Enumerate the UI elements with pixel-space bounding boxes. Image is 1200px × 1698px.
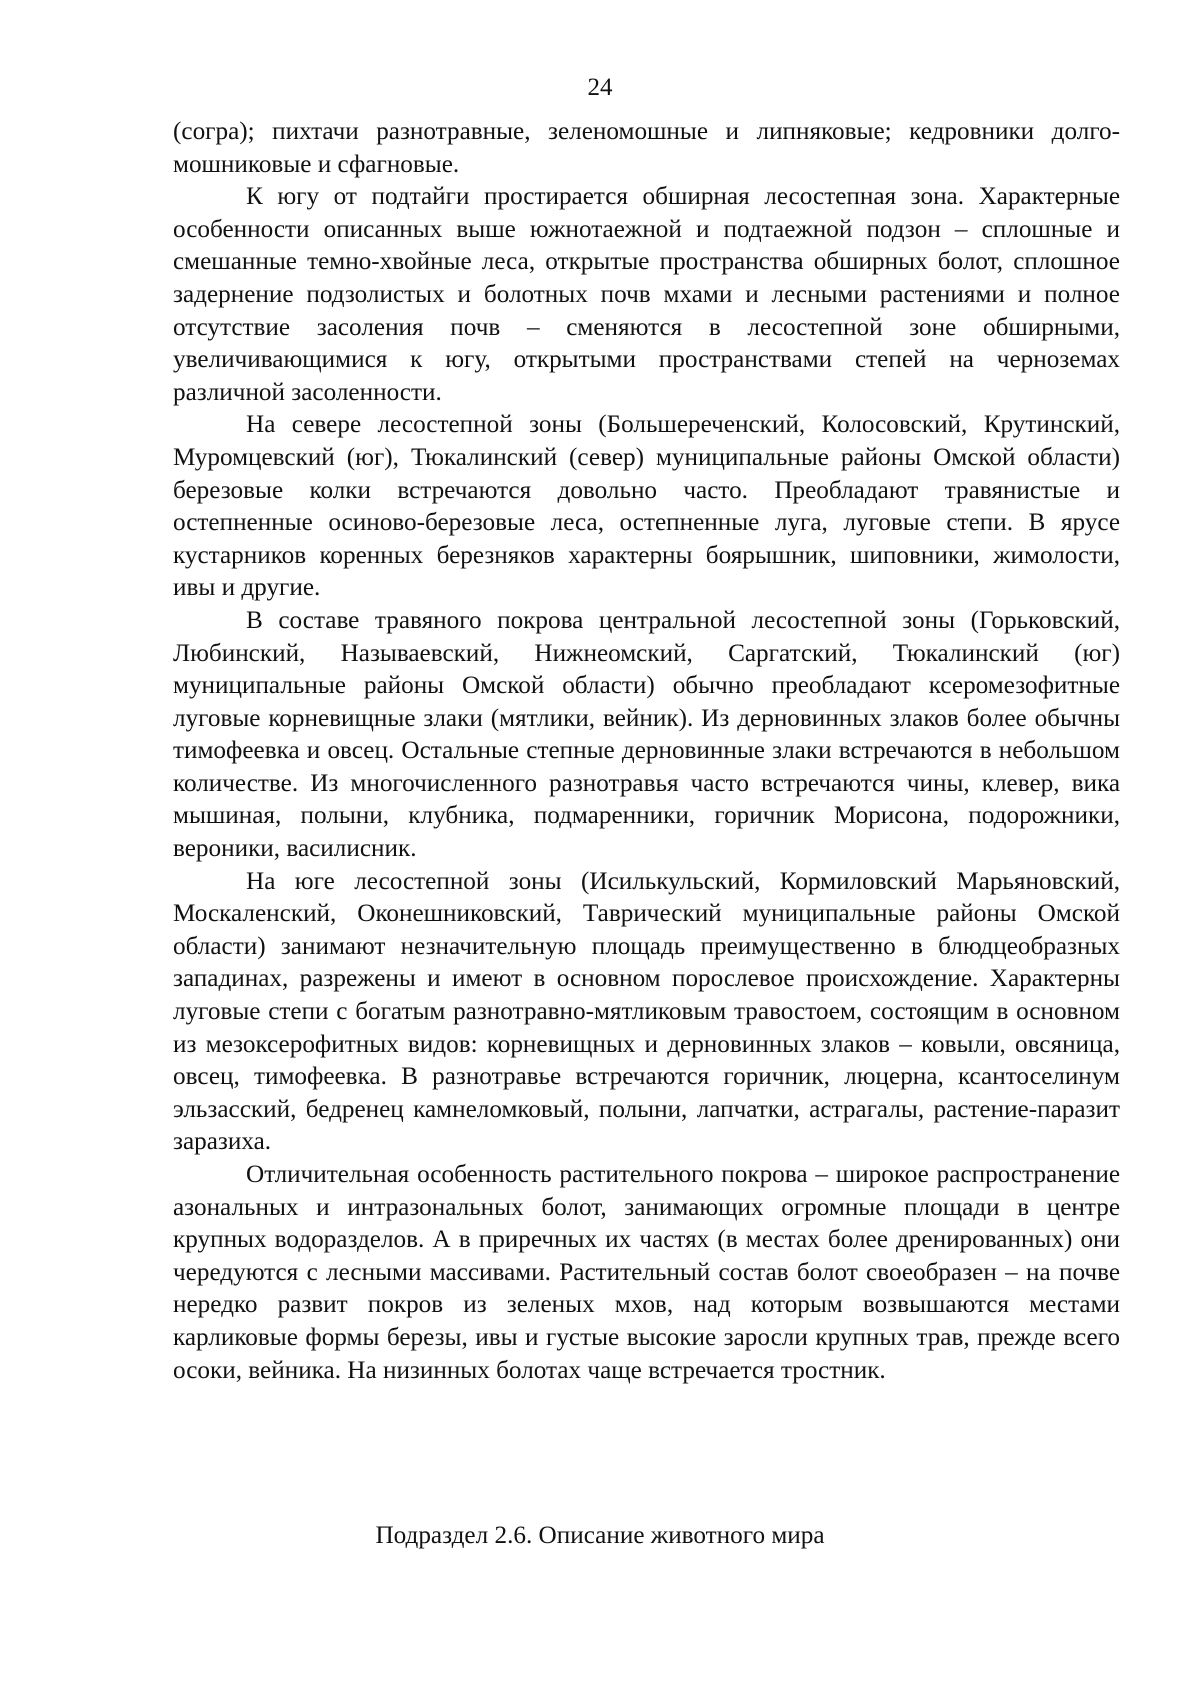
body-text xyxy=(173,116,1120,1387)
paragraph-central-forest-steppe: В составе травяного покрова центральной лесостепной зоны (Горьковский, Любинский, Называевский, Нижнеомский, Саргатский, Тюкалинский (юг) муниципальные районы Омской области) обычно преобладают ксеромезофитные луговые корневищные злаки (мятлики, вейник). Из дерновинных злаков более обычны тимофеевка и овсец. Остальные степные дерновинные злаки встречаются в небольшом количестве. Из многочисленного разнотравья часто встречаются чины, клевер, вика мышиная, полыни, клубника, подмаренники, горичник Морисона, подорожники, вероники, василисник. xyxy=(173,606,1120,863)
subsection-heading: Подраздел 2.6. Описание животного мира xyxy=(375,1522,825,1549)
paragraph-bogs: Отличительная особенность растительного покрова – широкое распространение азональных и интразональных болот, занимающих огромные площади в центре крупных водоразделов. А в приречных их частях (в местах более дренированных) они чередуются с лесными массивами. Растительный состав болот своеобразен – на почве нередко развит покров из зеленых мхов, над которым возвышаются местами карликовые формы березы, ивы и густые высокие заросли крупных трав, прежде всего осоки, вейника. На низинных болотах чаще встречается тростник. xyxy=(173,1161,1120,1384)
paragraph-forest-steppe-intro: К югу от подтайги простирается обширная лесостепная зона. Характерные особенности описанных выше южнотаежной и подтаежной подзон – сплошные и смешанные темно-хвойные леса, открытые пространства обширных болот, сплошное задернение подзолистых и болотных почв мхами и лесными растениями и полное отсутствие засоления почв – сменяются в лесостепной зоне обширными, увеличивающимися к югу, открытыми пространствами степей на черноземах различной засоленности. xyxy=(173,183,1120,406)
paragraph-north-forest-steppe: На севере лесостепной зоны (Большереченский, Колосовский, Крутинский, Муромцевский (юг), Тюкалинский (север) муниципальные районы Омской области) березовые колки встречаются довольно часто. Преобладают травянистые и остепненные осиново-березовые леса, остепненные луга, луговые степи. В ярусе кустарников коренных березняков характерны боярышник, шиповники, жимолости, ивы и другие. xyxy=(173,411,1120,602)
paragraph-south-forest-steppe: На юге лесостепной зоны (Исилькульский, Кормиловский Марьяновский, Москаленский, Оконешниковский, Таврический муниципальные районы Омской области) занимают незначительную площадь преимущественно в блюдцеобразных западинах, разрежены и имеют в основном порослевое происхождение. Характерны луговые степи с богатым разнотравно-мятликовым травостоем, состоящим в основном из мезоксерофитных видов: корневищных и дерновинных злаков – ковыли, овсяница, овсец, тимофеевка. В разнотравье встречаются горичник, люцерна, ксантоселинум эльзасский, бедренец камнеломковый, полыни, лапчатки, астрагалы, растение-паразит заразиха. xyxy=(173,867,1120,1156)
paragraph-continuation: (согра); пихтачи разнотравные, зеленомошные и липняковые; кедровники долго-мошниковые и сфагновые. xyxy=(173,118,1120,178)
page-number: 24 xyxy=(587,74,613,101)
